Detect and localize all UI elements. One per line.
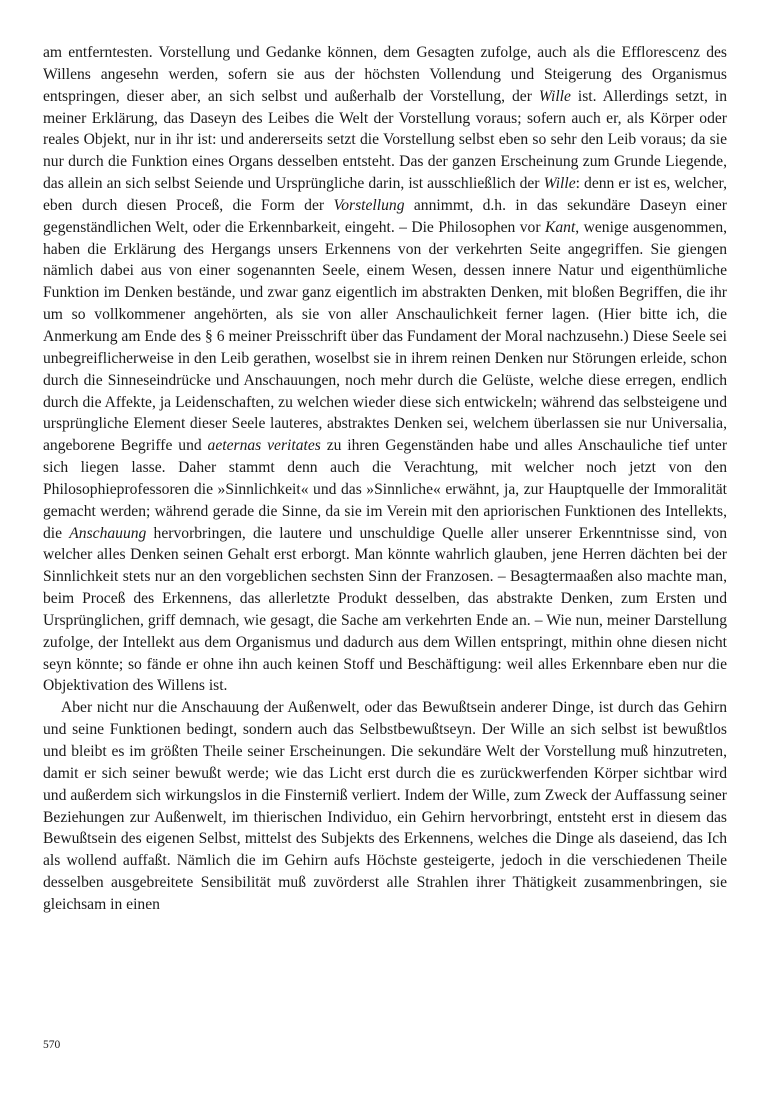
page-number: 570 — [43, 1039, 61, 1051]
text-segment: annimmt, d.h. in das sekundäre Daseyn einer gegenständlichen Welt, oder die Erkennbarkeit, eingeht. – Die Philosophen vor — [43, 196, 727, 236]
text-segment: , wenige ausgenommen, haben die Erklärung des Hergangs unsers Erkennens von der verkehrten Seite angegriffen. Sie giengen nämlich dabei aus von einer sogenannten Seele, einem Wesen, dessen innere Natur und eigenthümliche Funktion im Denken bestände, und zwar ganz eigentlich im abstrakten Denken, mit bloßen Begriffen, die ihr um so vollkommener angehörten, als sie von aller Anschaulichkeit ferner lagen. (Hier bitte ich, die Anmerkung am Ende des § 6 meiner Preisschrift über das Fundament der Moral nachzusehn.) Diese Seele sei unbegreiflicherweise in den Leib gerathen, woselbst sie in ihrem reinen Denken nur Störungen erleide, schon durch die Sinneseindrücke und Anschauungen, noch mehr durch die Gelüste, welche diese erregen, endlich durch die Affekte, ja Leidenschaften, zu welchen wieder diese sich entwickeln; während das selbsteigene und ursprüngliche Element dieser Seele lauteres, abstraktes Denken sei, welchem überlassen sie nur Universalia, angeborene Begriffe und — [43, 218, 728, 455]
italic-segment: Anschauung — [69, 524, 147, 542]
italic-segment: Vorstellung — [333, 196, 405, 214]
text-segment: : denn er ist es, welcher, eben durch diesen Proceß, die Form der — [43, 175, 727, 214]
italic-segment: Wille — [543, 175, 576, 193]
page-body — [43, 42, 727, 916]
text-segment: zu ihren Gegenständen habe und alles Anschauliche tief unter sich liegen lasse. Daher stammt denn auch die Verachtung, mit welcher noch jetzt von den Philosophieprofessoren die »Sinnlichkeit« und das »Sinnliche« erwähnt, ja, zur Hauptquelle der Immoralität gemacht werden; während gerade die Sinne, da sie im Verein mit den apriorischen Funktionen des Intellekts, die — [43, 437, 728, 542]
italic-segment: aeternas veritates — [207, 437, 321, 455]
text-segment: ist. Allerdings setzt, in meiner Erklärung, das Daseyn des Leibes die Welt der Vorstellung voraus; sofern auch er, als Körper oder reales Objekt, nur in ihr ist: und andererseits setzt die Vorstellung selbst eben so sehr den Leib voraus; da sie nur durch die Funktion eines Organs desselben entsteht. Das der ganzen Erscheinung zum Grunde Liegende, das allein an sich selbst Seiende und Ursprüngliche darin, ist ausschließlich der — [43, 87, 727, 193]
text-segment: am entferntesten. Vorstellung und Gedanke können, dem Gesagten zufolge, auch als die Efflorescenz des Willens angesehn werden, sofern sie aus der höchsten Vollendung und Steigerung des Organismus entspringen, dieser aber, an sich selbst und außerhalb der Vorstellung, der — [43, 44, 727, 105]
paragraph-1 — [43, 42, 727, 697]
text-segment: Aber nicht nur die Anschauung der Außenwelt, oder das Bewußtsein anderer Dinge, ist durch das Gehirn und seine Funktionen bedingt, sondern auch das Selbstbewußtseyn. Der Wille an sich selbst ist bewußtlos und bleibt es im größten Theile seiner Erscheinungen. Die sekundäre Welt der Vorstellung muß hinzutreten, damit er sich seiner bewußt werde; wie das Licht erst durch die es zurückwerfenden Körper sichtbar wird und außerdem sich wirkungslos in die Finsterniß verliert. Indem der Wille, zum Zweck der Auffassung seiner Beziehungen zur Außenwelt, im thierischen Individuo, ein Gehirn hervorbringt, entsteht erst in diesem das Bewußtsein des eigenen Selbst, mittelst des Subjekts des Erkennens, welches die Dinge als daseiend, das Ich als wollend auffaßt. Nämlich die im Gehirn aufs Höchste gesteigerte, jedoch in die verschiedenen Theile desselben ausgebreitete Sensibilität muß zuvörderst alle Strahlen ihrer Thätigkeit zusammenbringen, sie gleichsam in einen — [43, 699, 727, 913]
text-segment: hervorbringen, die lautere und unschuldige Quelle aller unserer Erkenntnisse sind, von welcher alles Denken seinen Gehalt erst erborgt. Man könnte wahrlich glauben, jene Herren dächten bei der Sinnlichkeit stets nur an den vorgeblichen sechsten Sinn der Franzosen. – Besagtermaaßen also machte man, beim Proceß des Erkennens, das allerletzte Produkt desselben, das abstrakte Denken, zum Ersten und Ursprünglichen, griff demnach, wie gesagt, die Sache am verkehrten Ende an. – Wie nun, meiner Darstellung zufolge, der Intellekt aus dem Organismus und dadurch aus dem Willen entspringt, mithin ohne diesen nicht seyn könnte; so fände er ohne ihn auch keinen Stoff und Beschäftigung: weil alles Erkennbare eben nur die Objektivation des Willens ist. — [43, 524, 728, 695]
italic-segment: Kant — [544, 218, 576, 236]
italic-segment: Wille — [538, 87, 571, 105]
paragraph-2 — [43, 697, 727, 915]
